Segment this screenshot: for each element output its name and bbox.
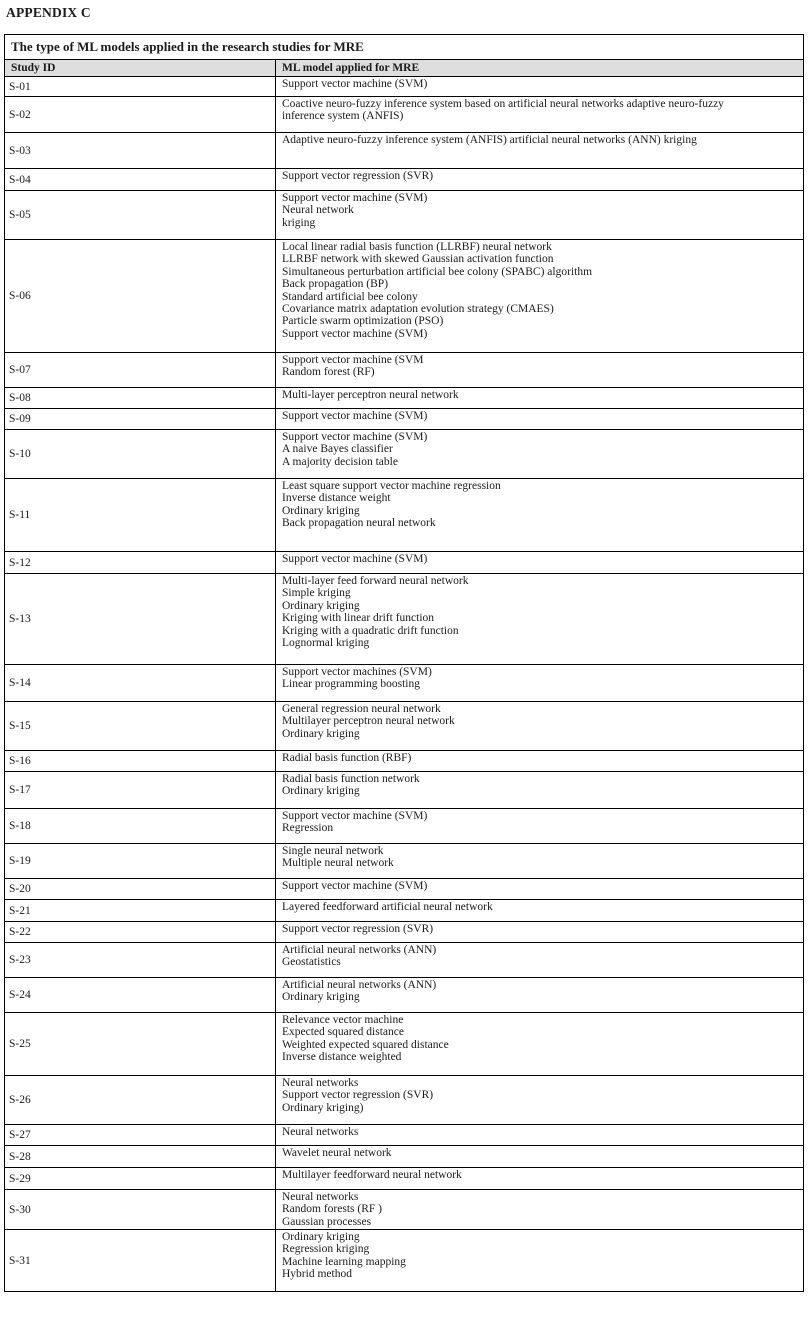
ml-model-entry: Adaptive neuro-fuzzy inference system (ANFIS) artificial neural networks (ANN) kriging (282, 134, 697, 146)
ml-model-entry: General regression neural network (282, 703, 441, 715)
ml-model-cell (276, 1230, 804, 1292)
ml-model-cell (276, 1190, 804, 1230)
ml-model-entry: A naive Bayes classifier (282, 443, 393, 456)
table-row (5, 809, 804, 844)
ml-model-entry: inference system (ANFIS) (282, 110, 404, 123)
ml-model-entry: Hybrid method (282, 1268, 352, 1281)
ml-model-list (282, 133, 803, 146)
table-row (5, 1076, 804, 1125)
ml-model-cell (276, 409, 804, 430)
ml-model-entry: Random forest (RF) (282, 366, 375, 379)
ml-model-entry: Support vector machines (SVM) (282, 666, 432, 678)
ml-model-cell (276, 1146, 804, 1168)
ml-model-entry: Expected squared distance (282, 1026, 404, 1039)
study-id-cell: S-24 (5, 978, 276, 1013)
ml-model-entry: kriging (282, 216, 316, 229)
ml-model-list (282, 772, 803, 798)
table-caption-row (5, 35, 804, 60)
table-row (5, 133, 804, 169)
ml-model-cell (276, 922, 804, 943)
ml-model-entry: Support vector machine (SVM) (282, 553, 428, 565)
table-row (5, 943, 804, 978)
ml-model-cell (276, 1168, 804, 1190)
ml-model-entry: Regression kriging (282, 1243, 370, 1256)
ml-model-entry: Radial basis function (RBF) (282, 752, 412, 764)
ml-model-entry: Ordinary kriging (282, 991, 360, 1004)
ml-model-entry: Kriging with a quadratic drift function (282, 624, 459, 637)
ml-model-list (282, 702, 803, 740)
table-row (5, 430, 804, 479)
ml-model-entry: Relevance vector machine (282, 1014, 404, 1026)
study-id-cell: S-30 (5, 1190, 276, 1230)
ml-model-entry: Standard artificial bee colony (282, 290, 418, 303)
ml-model-entry: Support vector regression (SVR) (282, 170, 434, 182)
table-row (5, 552, 804, 574)
study-id-cell: S-06 (5, 240, 276, 353)
study-id-cell: S-02 (5, 97, 276, 133)
ml-model-cell (276, 809, 804, 844)
ml-model-entry: Ordinary kriging (282, 599, 360, 612)
table-row (5, 900, 804, 922)
study-id-cell: S-11 (5, 479, 276, 552)
ml-model-entry: LLRBF network with skewed Gaussian activation function (282, 253, 554, 266)
table-row (5, 1013, 804, 1076)
study-id-cell: S-18 (5, 809, 276, 844)
table-row (5, 1190, 804, 1230)
ml-model-entry: Support vector machine (SVM (282, 354, 424, 366)
ml-model-entry: Multilayer perceptron neural network (282, 715, 455, 728)
ml-model-list (282, 430, 803, 468)
ml-model-cell (276, 240, 804, 353)
ml-model-entry: Gaussian processes (282, 1215, 372, 1228)
ml-model-entry: Support vector machine (SVM) (282, 192, 428, 204)
table-row (5, 97, 804, 133)
study-id-cell: S-22 (5, 922, 276, 943)
table-row (5, 1168, 804, 1190)
ml-model-entry: Layered feedforward artificial neural network (282, 901, 493, 913)
study-id-cell: S-13 (5, 574, 276, 665)
study-id-cell: S-29 (5, 1168, 276, 1190)
ml-model-cell (276, 1076, 804, 1125)
study-id-cell: S-28 (5, 1146, 276, 1168)
ml-model-entry: A majority decision table (282, 455, 398, 468)
ml-model-entry: Artificial neural networks (ANN) (282, 979, 437, 991)
table-row (5, 1230, 804, 1292)
table-row (5, 479, 804, 552)
ml-model-entry: Machine learning mapping (282, 1255, 406, 1268)
ml-model-list (282, 574, 803, 649)
table-row (5, 77, 804, 97)
ml-model-cell (276, 97, 804, 133)
ml-model-list (282, 240, 803, 340)
study-id-cell: S-31 (5, 1230, 276, 1292)
ml-model-entry: Neural networks (282, 1126, 359, 1138)
ml-model-cell (276, 751, 804, 772)
ml-model-entry: Wavelet neural network (282, 1147, 392, 1159)
ml-model-list (282, 1146, 803, 1159)
study-id-cell: S-12 (5, 552, 276, 574)
study-id-cell: S-08 (5, 388, 276, 409)
study-id-cell: S-27 (5, 1125, 276, 1146)
ml-model-entry: Weighted expected squared distance (282, 1038, 449, 1051)
column-header-ml-model: ML model applied for MRE (276, 60, 804, 77)
ml-model-entry: Back propagation neural network (282, 517, 436, 530)
ml-model-entry: Ordinary kriging (282, 1231, 360, 1243)
ml-model-entry: Back propagation (BP) (282, 278, 389, 291)
ml-model-entry: Radial basis function network (282, 773, 420, 785)
ml-model-list (282, 552, 803, 565)
ml-models-table-container (4, 34, 803, 1292)
ml-model-entry: Support vector machine (SVM) (282, 431, 428, 443)
ml-model-entry: Geostatistics (282, 956, 341, 969)
ml-model-cell (276, 1125, 804, 1146)
study-id-cell: S-23 (5, 943, 276, 978)
ml-model-entry: Ordinary kriging (282, 785, 360, 798)
ml-model-list (282, 879, 803, 892)
study-id-cell: S-26 (5, 1076, 276, 1125)
ml-model-list (282, 943, 803, 969)
study-id-cell: S-01 (5, 77, 276, 97)
ml-model-entry: Artificial neural networks (ANN) (282, 944, 437, 956)
study-id-cell: S-14 (5, 665, 276, 702)
ml-model-entry: Support vector machine (SVM) (282, 78, 428, 90)
ml-model-cell (276, 353, 804, 388)
table-row (5, 702, 804, 751)
ml-model-entry: Multi-layer feed forward neural network (282, 575, 469, 587)
ml-model-entry: Regression (282, 822, 334, 835)
ml-model-list (282, 191, 803, 229)
ml-model-entry: Local linear radial basis function (LLRBF) neural network (282, 241, 552, 253)
study-id-cell: S-09 (5, 409, 276, 430)
table-row (5, 772, 804, 809)
table-row (5, 844, 804, 879)
table-row (5, 665, 804, 702)
ml-model-list (282, 97, 803, 123)
ml-model-entry: Support vector regression (SVR) (282, 923, 434, 935)
ml-model-list (282, 751, 803, 764)
ml-model-list (282, 1168, 803, 1181)
ml-model-cell (276, 479, 804, 552)
table-row (5, 751, 804, 772)
ml-model-list (282, 388, 803, 401)
ml-model-list (282, 479, 803, 530)
ml-model-entry: Random forests (RF ) (282, 1203, 382, 1216)
ml-model-entry: Multilayer feedforward neural network (282, 1169, 462, 1181)
ml-model-list (282, 844, 803, 870)
ml-model-entry: Support vector machine (SVM) (282, 327, 428, 340)
ml-model-list (282, 1230, 803, 1281)
ml-model-cell (276, 133, 804, 169)
ml-model-list (282, 1190, 803, 1228)
ml-model-entry: Support vector machine (SVM) (282, 410, 428, 422)
ml-model-entry: Simple kriging (282, 587, 351, 600)
table-row (5, 1146, 804, 1168)
table-row (5, 353, 804, 388)
table-body (5, 77, 804, 1292)
ml-model-entry: Ordinary kriging (282, 727, 360, 740)
study-id-cell: S-10 (5, 430, 276, 479)
column-header-study-id: Study ID (5, 60, 276, 77)
table-row (5, 388, 804, 409)
ml-model-entry: Particle swarm optimization (PSO) (282, 315, 444, 328)
ml-model-entry: Support vector machine (SVM) (282, 880, 428, 892)
ml-model-entry: Simultaneous perturbation artificial bee colony (SPABC) algorithm (282, 265, 593, 278)
table-caption: The type of ML models applied in the research studies for MRE (5, 35, 804, 60)
ml-model-entry: Coactive neuro-fuzzy inference system based on artificial neural networks adaptive neuro-fuzzy (282, 98, 724, 110)
ml-model-entry: Linear programming boosting (282, 678, 420, 691)
table-row (5, 879, 804, 900)
table-header-row (5, 60, 804, 77)
ml-model-entry: Ordinary kriging) (282, 1101, 364, 1114)
ml-model-entry: Single neural network (282, 845, 384, 857)
study-id-cell: S-21 (5, 900, 276, 922)
study-id-cell: S-03 (5, 133, 276, 169)
study-id-cell: S-19 (5, 844, 276, 879)
study-id-cell: S-16 (5, 751, 276, 772)
ml-model-cell (276, 900, 804, 922)
ml-model-entry: Neural networks (282, 1077, 359, 1089)
ml-model-cell (276, 191, 804, 240)
ml-model-list (282, 1076, 803, 1114)
table-row (5, 169, 804, 191)
ml-model-entry: Support vector regression (SVR) (282, 1089, 434, 1102)
ml-model-entry: Multiple neural network (282, 857, 394, 870)
ml-model-cell (276, 1013, 804, 1076)
ml-model-cell (276, 879, 804, 900)
table-row (5, 922, 804, 943)
ml-model-list (282, 169, 803, 182)
ml-model-cell (276, 169, 804, 191)
ml-model-list (282, 978, 803, 1004)
ml-model-list (282, 77, 803, 90)
ml-model-entry: Covariance matrix adaptation evolution strategy (CMAES) (282, 303, 554, 316)
ml-model-entry: Neural network (282, 204, 354, 217)
ml-model-list (282, 809, 803, 835)
ml-model-entry: Multi-layer perceptron neural network (282, 389, 459, 401)
study-id-cell: S-04 (5, 169, 276, 191)
ml-model-entry: Lognormal kriging (282, 637, 370, 650)
study-id-cell: S-25 (5, 1013, 276, 1076)
ml-model-list (282, 1125, 803, 1138)
table-row (5, 574, 804, 665)
ml-model-entry: Least square support vector machine regression (282, 480, 501, 492)
ml-models-table (4, 34, 804, 1292)
ml-model-list (282, 665, 803, 691)
ml-model-cell (276, 552, 804, 574)
ml-model-cell (276, 77, 804, 97)
ml-model-list (282, 900, 803, 913)
ml-model-cell (276, 772, 804, 809)
ml-model-cell (276, 943, 804, 978)
ml-model-list (282, 409, 803, 422)
table-row (5, 240, 804, 353)
ml-model-list (282, 922, 803, 935)
ml-model-cell (276, 388, 804, 409)
ml-model-entry: Ordinary kriging (282, 504, 360, 517)
ml-model-cell (276, 574, 804, 665)
ml-model-entry: Inverse distance weight (282, 492, 391, 505)
ml-model-cell (276, 844, 804, 879)
ml-model-entry: Support vector machine (SVM) (282, 810, 428, 822)
study-id-cell: S-15 (5, 702, 276, 751)
table-row (5, 1125, 804, 1146)
appendix-title: APPENDIX C (6, 5, 91, 20)
ml-model-entry: Inverse distance weighted (282, 1051, 402, 1064)
table-row (5, 409, 804, 430)
study-id-cell: S-20 (5, 879, 276, 900)
table-row (5, 978, 804, 1013)
table-row (5, 191, 804, 240)
ml-model-list (282, 1013, 803, 1064)
ml-model-cell (276, 702, 804, 751)
ml-model-list (282, 353, 803, 379)
ml-model-entry: Neural networks (282, 1191, 359, 1203)
ml-model-entry: Kriging with linear drift function (282, 612, 435, 625)
ml-model-cell (276, 665, 804, 702)
study-id-cell: S-07 (5, 353, 276, 388)
study-id-cell: S-05 (5, 191, 276, 240)
study-id-cell: S-17 (5, 772, 276, 809)
ml-model-cell (276, 978, 804, 1013)
ml-model-cell (276, 430, 804, 479)
